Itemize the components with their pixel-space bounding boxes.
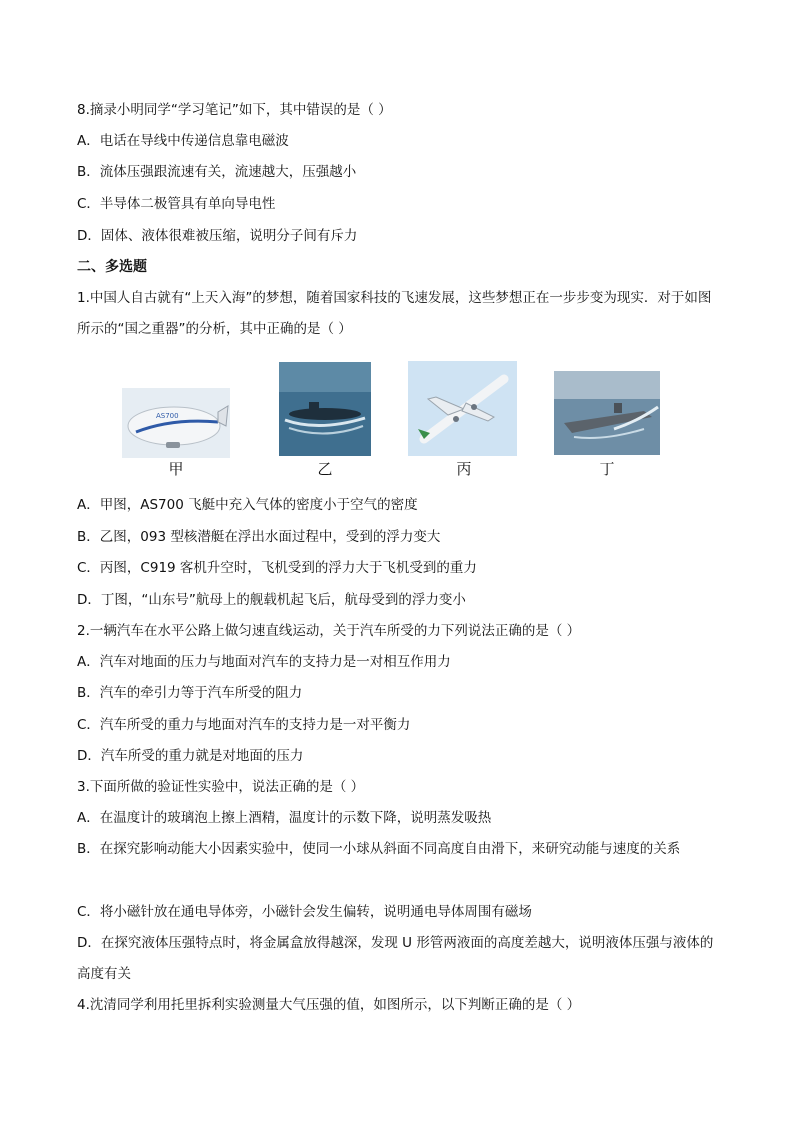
mq2-option-c: C．汽车所受的重力与地面对汽车的支持力是一对平衡力: [77, 717, 411, 733]
mq1-stem: 1.中国人自古就有“上天入海”的梦想，随着国家科技的飞速发展，这些梦想正在一步步变为现实．对于如图所示的“国之重器”的分析，其中正确的是（ ）: [77, 290, 712, 337]
aircraft-carrier-image: [554, 371, 660, 455]
mq1-option-d: D．丁图，“山东号”航母上的舰载机起飞后，航母受到的浮力变小: [77, 592, 466, 608]
mq2-option-b: B．汽车的牵引力等于汽车所受的阻力: [77, 685, 303, 701]
mq3-option-b: B．在探究影响动能大小因素实验中，使同一小球从斜面不同高度自由滑下，来研究动能与速度的关系: [77, 841, 681, 857]
mq2-option-a: A．汽车对地面的压力与地面对汽车的支持力是一对相互作用力: [77, 654, 451, 670]
mq3-stem: 3.下面所做的验证性实验中，说法正确的是（ ）: [77, 779, 365, 795]
mq1-option-c: C．丙图，C919 客机升空时，飞机受到的浮力大于飞机受到的重力: [77, 560, 477, 576]
figure-caption-yi: 乙: [317, 460, 333, 478]
airship-mark-text: AS700: [156, 412, 179, 420]
mq1-option-b: B．乙图，093 型核潜艇在浮出水面过程中，受到的浮力变大: [77, 529, 441, 545]
mq3-option-d: D．在探究液体压强特点时，将金属盒放得越深，发现 U 形管两液面的高度差越大，说明液体压强与液体的高度有关: [77, 935, 714, 982]
mq2-stem: 2.一辆汽车在水平公路上做匀速直线运动，关于汽车所受的力下列说法正确的是（ ）: [77, 623, 581, 639]
mq3-option-a: A．在温度计的玻璃泡上擦上酒精，温度计的示数下降，说明蒸发吸热: [77, 810, 492, 826]
mq2-option-d: D．汽车所受的重力就是对地面的压力: [77, 748, 304, 764]
q8-option-c: C．半导体二极管具有单向导电性: [77, 196, 276, 212]
section-title: 二、多选题: [77, 259, 147, 275]
q8-option-d: D．固体、液体很难被压缩，说明分子间有斥力: [77, 228, 358, 244]
submarine-image: [279, 362, 371, 456]
figure-caption-jia: 甲: [168, 460, 184, 478]
figure-caption-bing: 丙: [456, 460, 472, 478]
q8-option-a: A．电话在导线中传递信息靠电磁波: [77, 133, 289, 149]
mq4-stem: 4.沈清同学利用托里拆利实验测量大气压强的值，如图所示，以下判断正确的是（ ）: [77, 997, 581, 1013]
q8-option-b: B．流体压强跟流速有关，流速越大，压强越小: [77, 164, 357, 180]
airship-image: [122, 388, 230, 458]
mq1-option-a: A．甲图，AS700 飞艇中充入气体的密度小于空气的密度: [77, 497, 418, 513]
figure-caption-ding: 丁: [599, 460, 615, 478]
airliner-image: [408, 361, 517, 456]
question-8-stem: 8.摘录小明同学“学习笔记”如下，其中错误的是（ ）: [77, 102, 392, 118]
mq3-option-c: C．将小磁针放在通电导体旁，小磁针会发生偏转，说明通电导体周围有磁场: [77, 904, 532, 920]
